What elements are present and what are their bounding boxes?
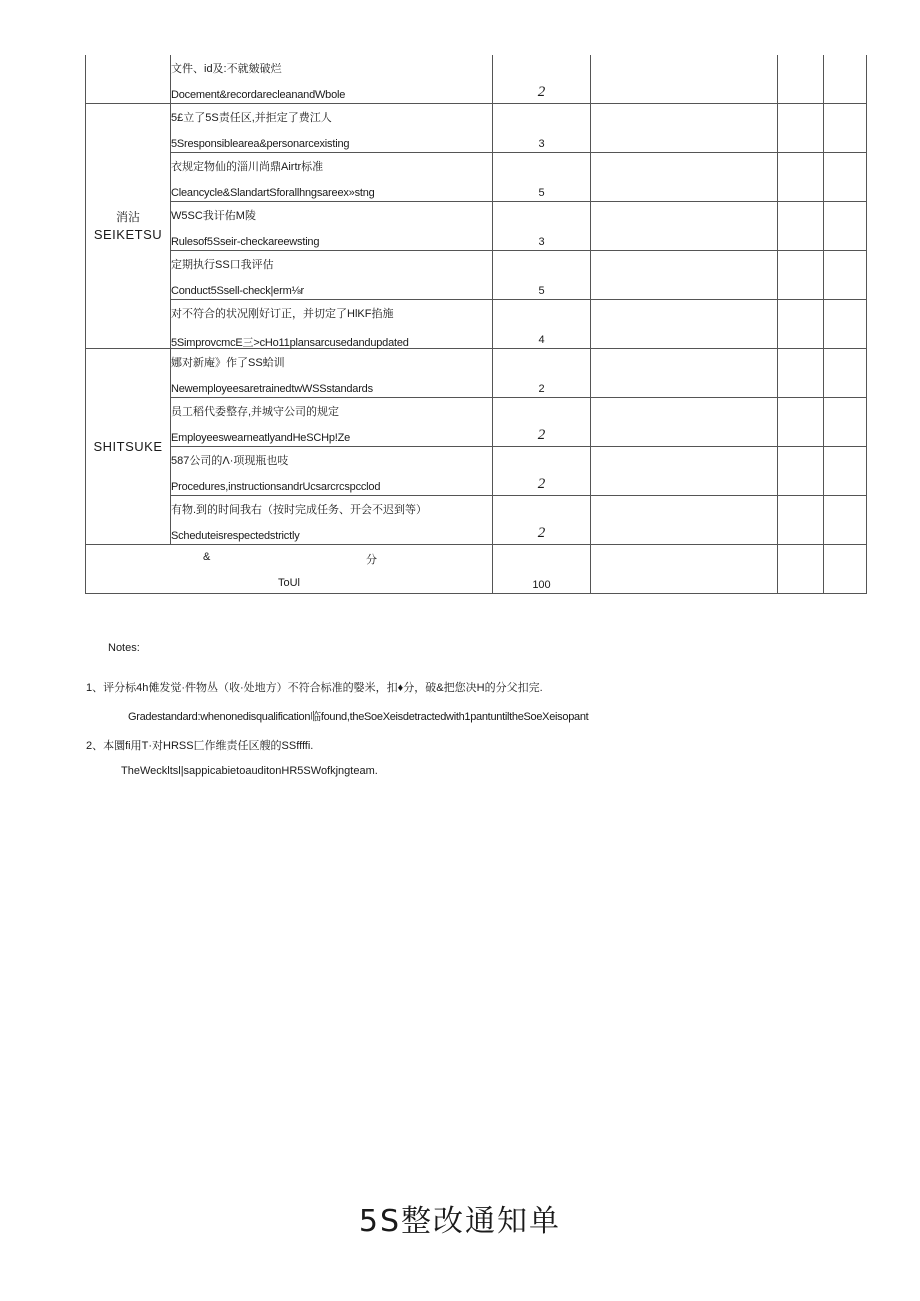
total-amp: &: [203, 551, 211, 563]
total-row: [86, 545, 867, 594]
item-zh: 员工稻代委整存,并城守公司的规定: [171, 406, 340, 418]
score-value: 3: [538, 236, 545, 248]
score-value: 4: [538, 334, 545, 346]
item-cell: [171, 398, 493, 447]
table-row: [86, 104, 867, 153]
item-en: Scheduteisrespectedstrictly: [171, 530, 300, 542]
table-row: [86, 153, 867, 202]
remark-cell: [591, 300, 778, 349]
table-row: [86, 496, 867, 545]
item-cell: [171, 447, 493, 496]
remark-cell: [591, 398, 778, 447]
category-zh: 消沾: [115, 210, 140, 224]
table-row: [86, 251, 867, 300]
score-cell: [493, 202, 591, 251]
item-zh: 587公司的Λ·项现瓶也吱: [171, 455, 289, 467]
notes-line1: 1、评分标4h傩发觉·件物丛（收·处地方）不符合标准的嫛米，扣♦分，破&把您决H的分父扣完.: [86, 682, 543, 694]
item-cell: [171, 496, 493, 545]
check-cell: [778, 55, 824, 104]
item-zh: 有物.到的时间我右（按时完成任务、开会不迟到等）: [171, 504, 428, 516]
score-cell: [493, 496, 591, 545]
check-cell: [824, 251, 867, 300]
remark-cell: [591, 447, 778, 496]
remark-cell: [591, 153, 778, 202]
notes-line2-en: TheWeckltsl|sappicabietoauditonHR5SWofkjngteam.: [121, 765, 378, 777]
remark-cell: [591, 545, 778, 594]
score-value: 2: [538, 383, 545, 395]
item-zh: 娜对新庵》作了SS蛤训: [171, 357, 285, 369]
category-en: SEIKETSU: [93, 227, 163, 242]
total-label: ToUl: [278, 577, 301, 589]
table-row: [86, 55, 867, 104]
remark-cell: [591, 349, 778, 398]
remark-cell: [591, 55, 778, 104]
audit-table: [85, 55, 867, 594]
score-cell: [493, 447, 591, 496]
check-cell: [778, 153, 824, 202]
check-cell: [824, 496, 867, 545]
score-value: 2: [537, 476, 546, 492]
score-cell: [493, 153, 591, 202]
remark-cell: [591, 202, 778, 251]
check-cell: [824, 398, 867, 447]
notes-heading: Notes:: [108, 642, 140, 654]
score-value: 5: [538, 187, 545, 199]
table-row: [86, 300, 867, 349]
item-zh: W5SC我讦佑M陵: [171, 210, 256, 222]
item-en: Conduct5Ssell-check|erm⅛r: [171, 285, 304, 297]
item-cell: [171, 300, 493, 349]
category-shitsuke: [86, 349, 171, 545]
score-value: 5: [538, 285, 545, 297]
total-fen: 分: [366, 554, 377, 566]
item-zh: 5£立了5S责任区,并拒定了费江人: [171, 112, 332, 124]
table-row: [86, 398, 867, 447]
item-en: Procedures,instructionsandrUcsarcrcspcclod: [171, 481, 381, 493]
item-en: 5Sresponsiblearea&personarcexisting: [171, 138, 350, 150]
notes-line2: 2、本圜fi用T·对HRSS匚作维责任区艘的SSffffi.: [86, 740, 314, 752]
item-zh: 对不符合的状况刚好订正，并切定了HlKF掐施: [171, 308, 394, 320]
item-zh: 定期执行SS口我评估: [171, 259, 274, 271]
item-en: EmployeeswearneatlyandHeSCHp!Ze: [171, 432, 351, 444]
check-cell: [778, 251, 824, 300]
score-cell: [493, 55, 591, 104]
page-title: 5S整改通知单: [358, 1204, 562, 1239]
item-cell: [171, 104, 493, 153]
table-row: [86, 349, 867, 398]
score-value: 2: [537, 525, 546, 541]
remark-cell: [591, 251, 778, 300]
item-en: NewemployeesaretrainedtwWSSstandards: [171, 383, 373, 395]
item-cell: [171, 349, 493, 398]
check-cell: [778, 398, 824, 447]
item-en: Docement&recordarecleanandWbole: [171, 89, 346, 101]
check-cell: [824, 153, 867, 202]
notes-line1-en: Gradestandard:whenonedisqualification临found,theSoeXeisdetractedwith1pantuntiltheSoeXeisopant: [128, 711, 589, 723]
score-cell: [493, 349, 591, 398]
remark-cell: [591, 496, 778, 545]
category-cell-empty: [86, 55, 171, 104]
check-cell: [778, 545, 824, 594]
score-cell: [493, 300, 591, 349]
check-cell: [778, 447, 824, 496]
check-cell: [778, 349, 824, 398]
item-cell: [171, 202, 493, 251]
score-value: 2: [537, 84, 546, 100]
item-en: Rulesof5Sseir-checkareewsting: [171, 236, 320, 248]
check-cell: [824, 447, 867, 496]
item-en: Cleancycle&SlandartSforallhngsareex»stng: [171, 187, 375, 199]
check-cell: [824, 202, 867, 251]
item-cell: [171, 251, 493, 300]
category-seiketsu: [86, 104, 171, 349]
score-value: 3: [538, 138, 545, 150]
item-cell: [171, 55, 493, 104]
check-cell: [778, 300, 824, 349]
category-en: SHITSUKE: [93, 438, 163, 454]
check-cell: [824, 300, 867, 349]
item-cell: [171, 153, 493, 202]
item-zh: 文件、id及:不就皴破烂: [171, 63, 282, 75]
score-cell: [493, 398, 591, 447]
check-cell: [778, 104, 824, 153]
item-en: 5SimprovcmcE三>cHo11plansarcusedandupdated: [171, 337, 409, 349]
table-row: [86, 202, 867, 251]
score-value: 2: [537, 427, 546, 443]
check-cell: [778, 496, 824, 545]
total-score-cell: [493, 545, 591, 594]
score-cell: [493, 251, 591, 300]
total-label-cell: [86, 545, 493, 594]
check-cell: [778, 202, 824, 251]
table-row: [86, 447, 867, 496]
remark-cell: [591, 104, 778, 153]
check-cell: [824, 349, 867, 398]
score-cell: [493, 104, 591, 153]
check-cell: [824, 55, 867, 104]
check-cell: [824, 545, 867, 594]
total-score: 100: [532, 579, 551, 591]
item-zh: 衣规定物仙的淄川尚鼎Airtr标准: [171, 161, 324, 173]
check-cell: [824, 104, 867, 153]
